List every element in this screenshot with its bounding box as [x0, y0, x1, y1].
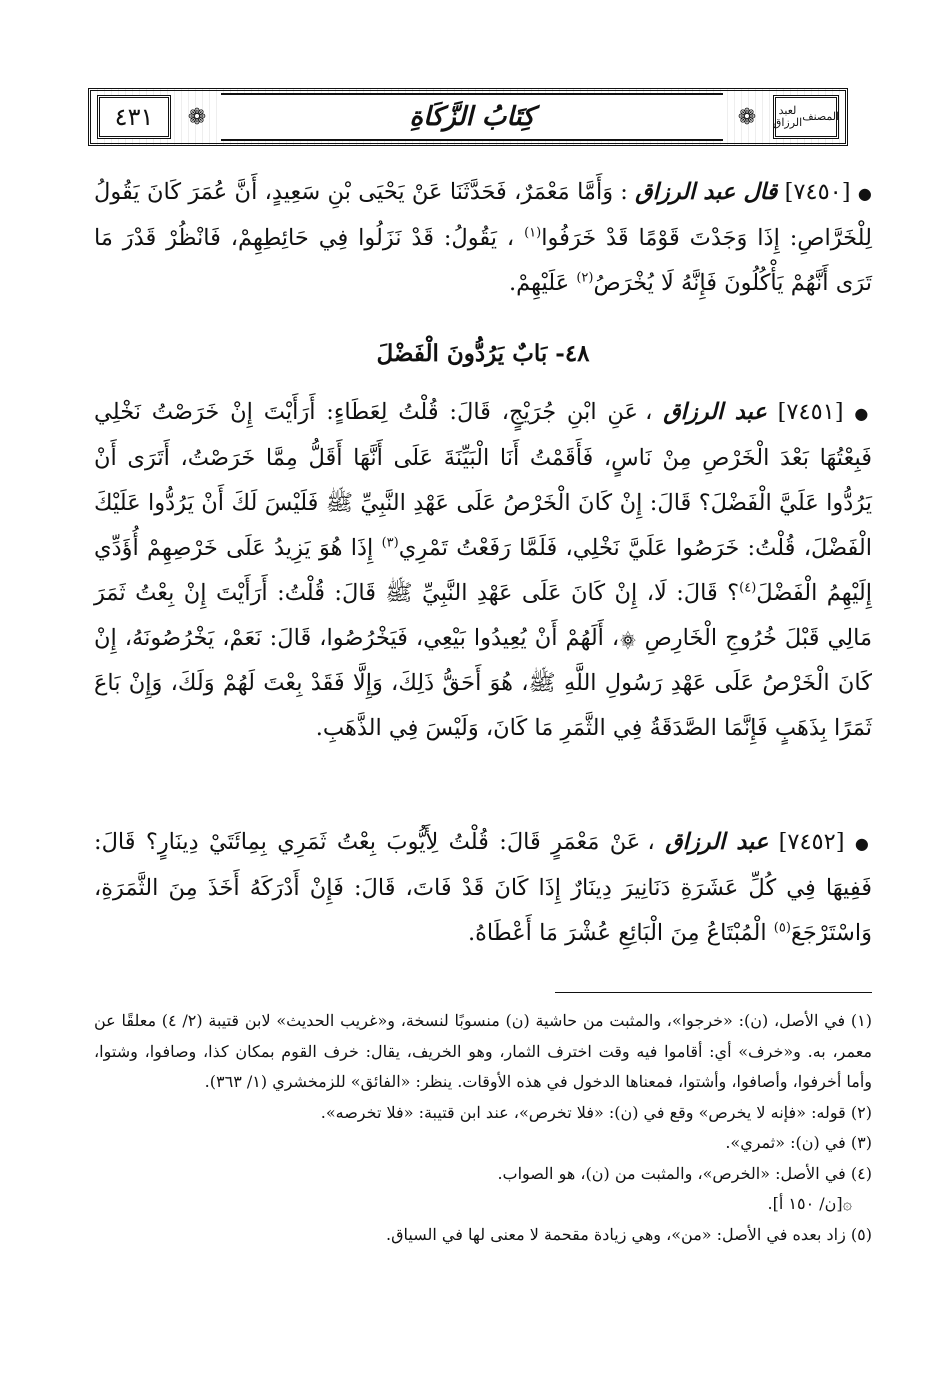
seal-line: لعبد الرزاق	[772, 104, 803, 129]
bullet-icon: ●	[854, 834, 872, 853]
narrator: عبد الرزاق	[663, 399, 767, 425]
footnote: (٣) في (ن): «ثمري».	[725, 1133, 872, 1152]
page-header	[88, 88, 848, 146]
hadith-7452	[94, 820, 872, 956]
hadith-number: [٧٤٥١]	[777, 399, 844, 425]
footnote-divider	[555, 992, 872, 993]
page-number: ٤٣١	[97, 95, 171, 139]
hadith-number: [٧٤٥٢]	[778, 829, 845, 855]
hadith-text: عَلَيْهِمْ.	[509, 270, 570, 296]
hadith-text: الْمُبْتَاعُ مِنَ الْبَائِعِ عُشْرَ مَا أَعْطَاهُ.	[467, 920, 767, 946]
seal-line: المصنف	[802, 110, 840, 123]
footnote: (٢) قوله: «فإنه لا يخرص» وقع في (ن): «فلا تخرص»، عند ابن قتيبة: «فلا تخرصه».	[320, 1102, 872, 1122]
book-title: كِتَابُ الزَّكَاةِ	[221, 93, 723, 141]
hadith-text: إِذَا هُوَ يَزِيدُ عَلَى خَرْصِهِمْ أُؤَدِّي إِلَيْهِمُ الْفَضْلَ	[94, 535, 872, 606]
hadith-text: : وَأَمَّا مَعْمَرٌ، فَحَدَّثَنَا عَنْ يَحْيَى بْنِ سَعِيدٍ، أَنَّ عُمَرَ كَانَ يَقُولُ لِلْخَرَّاصِ: إِذَا وَجَدْتَ قَوْمًا قَدْ خَرَفُوا	[94, 179, 872, 251]
book-seal	[773, 95, 839, 139]
ornament-icon: ❁	[187, 104, 207, 130]
footnote-ref: (١)	[524, 225, 542, 241]
chapter-heading: ٤٨- بَابٌ يَرُدُّونَ الْفَضْلَ	[376, 340, 590, 367]
footnote-ref: (٤)	[739, 580, 757, 596]
hadith-text: ، يَقُولُ: قَدْ نَزَلُوا فِي حَائِطِهِمْ، فَانْظُرْ قَدْرَ مَا تَرَى أَنَّهُمْ يَأْكُلُونَ فَإِنَّهُ لَا يُخْرَصُ	[94, 225, 872, 296]
hadith-number: [٧٤٥٠]	[784, 179, 851, 205]
bullet-icon: ●	[857, 184, 873, 203]
footnote: ۞[ن/ ١٥٠ أ].	[767, 1194, 852, 1213]
hadith-text: ، عَنْ مَعْمَرٍ قَالَ: قُلْتُ لِأَيُّوبَ بِعْتُ ثَمَرِي بِمِائَتَيْ دِينَارٍ؟ قَالَ: فَفِيهَا فِي كُلِّ عَشَرَةِ دَنَانِيرَ دِينَارٌ إِذَا كَانَ قَدْ فَاتَ، قَالَ: فَإِنْ أَدْرَكَهُ أَخَذَ مِنَ الثَّمَرَةِ، وَاسْتَرْجَعَ	[94, 829, 872, 946]
hadith-text: ؟ قَالَ: لَا، إِنْ كَانَ عَلَى عَهْدِ النَّبِيِّ ﷺ قَالَ: قُلْتُ: أَرَأَيْتَ إِنْ بِعْتُ ثَمَرَ مَالِي قَبْلَ خُرُوجِ الْخَارِصِ ۞، أَلَهُمْ أَنْ يُعِيدُوا بَيْعِي، فَيَخْرُصُوا، قَالَ: نَعَمْ، يَخْرُصُونَهُ، إِنْ كَانَ الْخَرْصُ عَلَى عَهْدِ رَسُولِ اللَّهِ ﷺ، هُوَ أَحَقُّ ذَلِكَ، وَإِلَّا فَقَدْ بِعْتَ لَهُمْ وَلَكَ، وَإِنْ بَاعَ ثَمَرًا بِذَهَبٍ فَإِنَّمَا الصَّدَقَةُ فِي الثَّمَرِ مَا كَانَ، وَلَيْسَ فِي الذَّهَبِ.	[94, 580, 872, 741]
footnote-ref: (٣)	[381, 535, 399, 551]
ornament-icon: ❁	[737, 104, 757, 130]
bullet-icon: ●	[854, 404, 872, 423]
footnotes	[94, 1006, 872, 1250]
footnote-ref: (٢)	[576, 270, 594, 286]
footnote-ref: (٥)	[773, 920, 791, 936]
hadith-text: ، عَنِ ابْنِ جُرَيْجٍ، قَالَ: قُلْتُ لِعَطَاءٍ: أَرَأَيْتَ إِنْ خَرَصْتُ نَخْلِي فَبِعْتُهَا بَعْدَ الْخَرْصِ مِنْ نَاسٍ، فَأَقَمْتُ أَنَا الْبَيِّنَةَ عَلَى أَنَّهَا أَقَلُّ مِمَّا خَرَصْتُ، أَتَرَى أَنْ يَرُدُّوا عَلَيَّ الْفَضْلَ؟ قَالَ: إِنْ كَانَ الْخَرْصُ عَلَى عَهْدِ النَّبِيِّ ﷺ فَلَيْسَ لَكَ أَنْ يَرُدُّوا عَلَيْكَ الْفَضْلَ، قُلْتُ: خَرَصُوا عَلَيَّ نَخْلِي، فَلَمَّا رَفَعْتُ تَمْرِي	[94, 399, 872, 561]
narrator: عبد الرزاق	[665, 829, 769, 855]
hadith-7451	[94, 390, 872, 751]
footnote: (٤) في الأصل: «الخرص»، والمثبت من (ن)، هو الصواب.	[497, 1163, 872, 1183]
hadith-7450	[94, 170, 872, 306]
narrator: قال عبد الرزاق	[635, 179, 778, 205]
footnote: (٥) زاد بعده في الأصل: «من»، وهي زيادة مقحمة لا معنى لها في السياق.	[386, 1224, 872, 1244]
footnote: (١) في الأصل، (ن): «خرجوا»، والمثبت من حاشية (ن) منسوبًا لنسخة، و«غريب الحديث» لابن قتيبة (٢/ ٤) معلقًا عن معمر، به. و«خرف» أي: أقاموا فيه وقت اخترف الثمار، وهو الخريف، يقال: خرف القوم بمكان كذا، وصافوا، وشتوا، وأما أخرفوا، وأصافوا، وأشتوا، فمعناها الدخول في هذه الأوقات. ينظر: «الفائق» للزمخشري (١/ ٣٦٣).	[94, 1011, 872, 1091]
